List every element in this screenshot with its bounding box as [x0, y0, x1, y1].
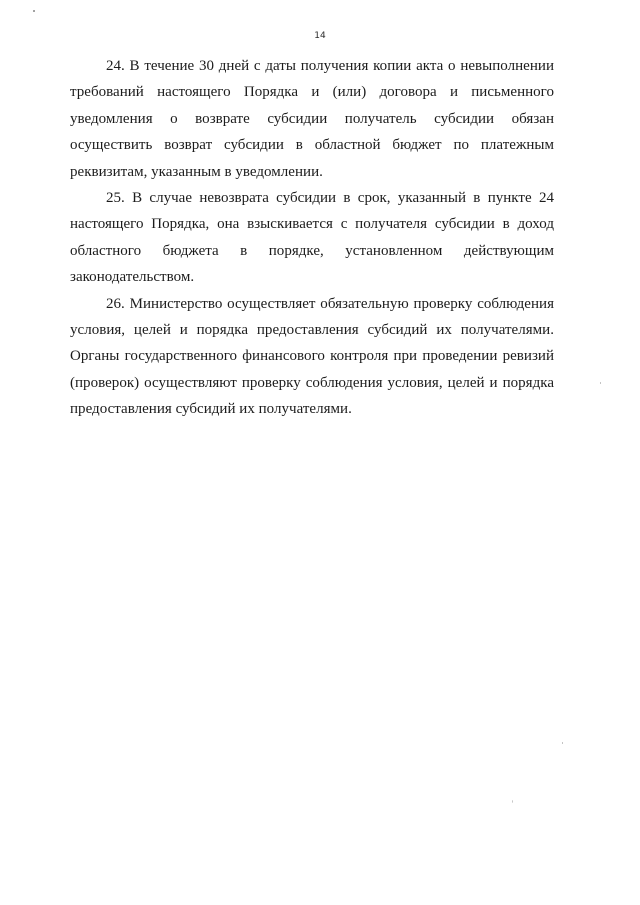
scan-speck — [512, 800, 513, 803]
page-number: 14 — [314, 31, 326, 41]
scan-speck — [33, 10, 36, 13]
scan-speck — [600, 382, 601, 384]
scan-speck — [562, 742, 563, 744]
document-body — [70, 53, 554, 423]
paragraph-25: 25. В случае невозврата субсидии в срок, указанный в пункте 24 настоящего Порядка, она взыскивается с получателя субсидии в доход областного бюджета в порядке, установленном действующим законодательством. — [70, 190, 554, 286]
paragraph-26: 26. Министерство осуществляет обязательную проверку соблюдения условия, целей и порядка предоставления субсидий их получателями. Органы государственного финансового контроля при проведении ревизий (проверок) осуществляют проверку соблюдения условия, целей и порядка предоставления субсидий их получателями. — [70, 295, 554, 418]
paragraph-24: 24. В течение 30 дней с даты получения копии акта о невыполнении требований настоящего Порядка и (или) договора и письменного уведомления о возврате субсидии получатель субсидии обязан осуществить возврат субсидии в областной бюджет по платежным реквизитам, указанным в уведомлении. — [70, 58, 554, 180]
